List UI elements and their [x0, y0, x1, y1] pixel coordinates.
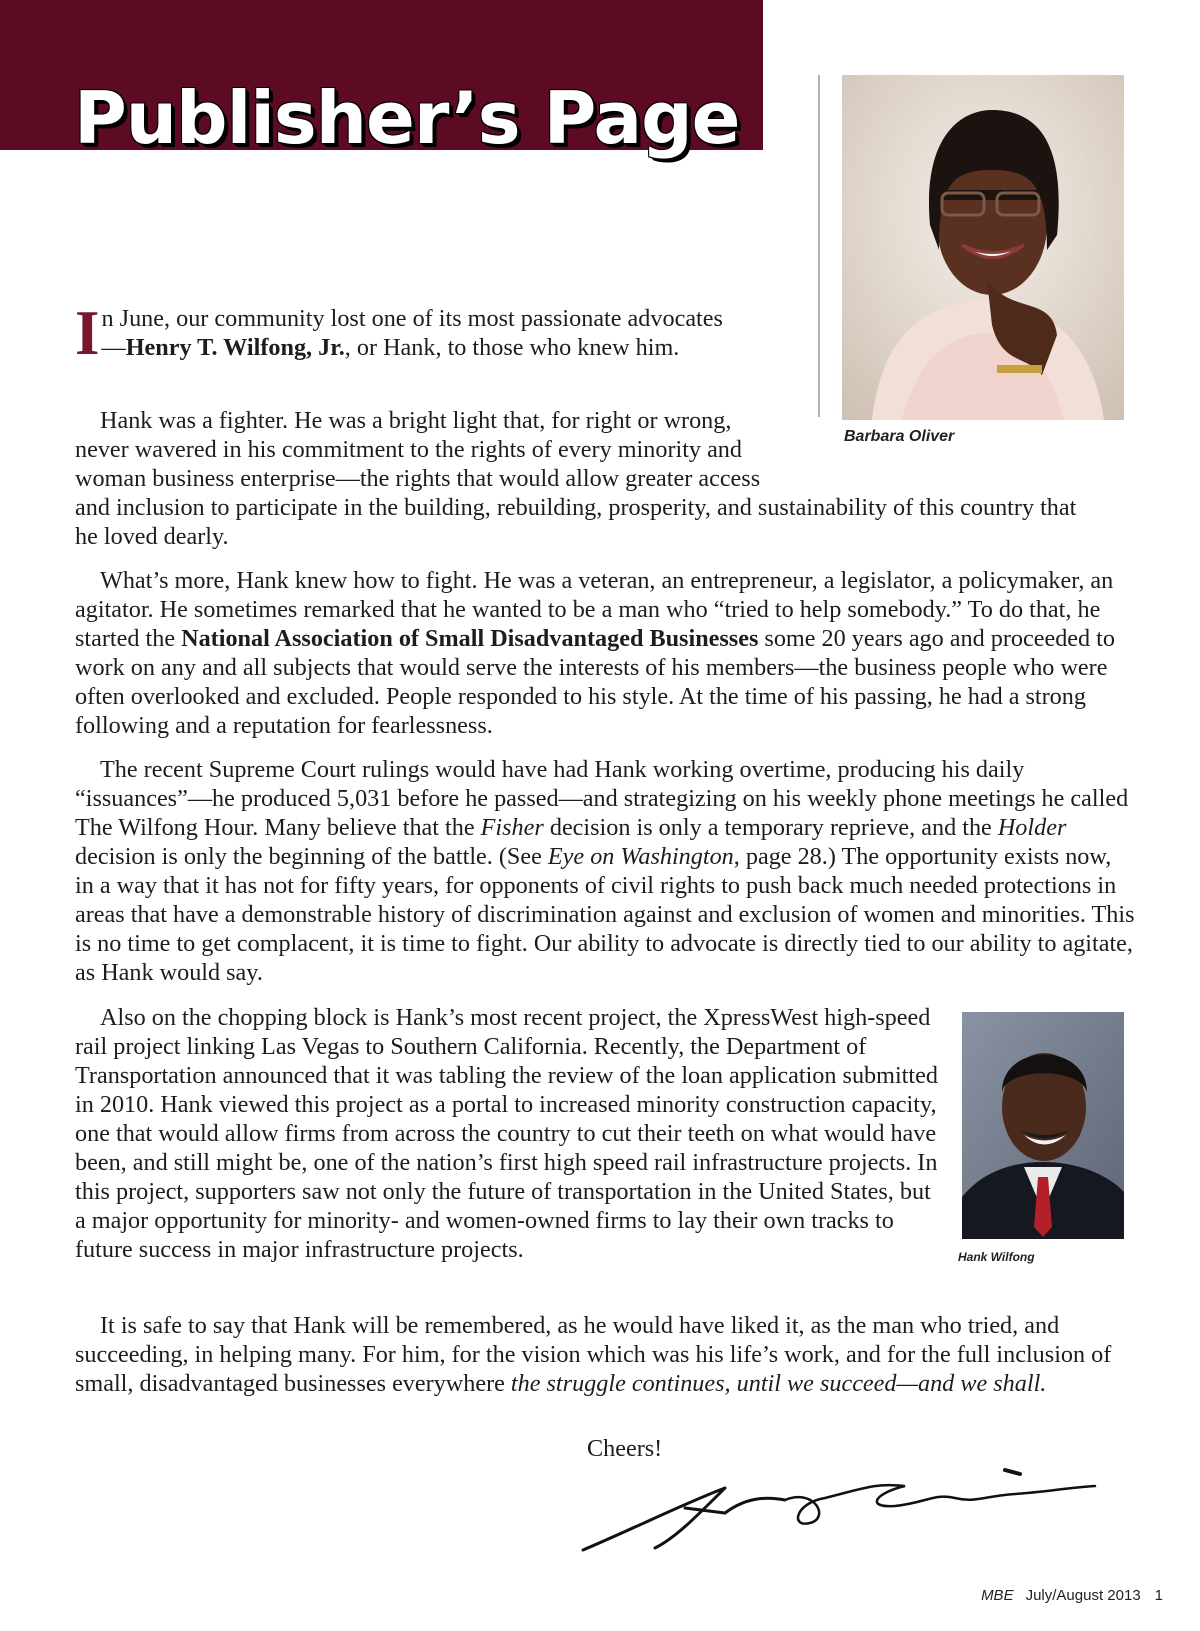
magazine-name: MBE — [981, 1587, 1014, 1604]
italic-case-name: Holder — [997, 814, 1067, 841]
italic-column-name: Eye on Washington — [547, 843, 734, 870]
text-run: decision is only the beginning of the battle. (See — [75, 843, 548, 870]
issue-date: July/August 2013 — [1025, 1587, 1141, 1604]
photo-caption-barbara: Barbara Oliver — [844, 428, 955, 445]
text-run: The recent Supreme Court rulings would have had Hank working overtime, producing his daily “issuances”—he produced 5,031 before he passed—and strategizing on his weekly phone meetings he called The Wilfong Hour. Many believe that the — [75, 756, 1129, 841]
text-run: n June, our community lost one of its most passionate advocates— — [101, 305, 723, 361]
page-footer — [981, 1587, 1163, 1604]
closing-salutation: Cheers! — [587, 1435, 663, 1462]
italic-closing-phrase: the struggle continues, until we succeed—and we shall. — [510, 1370, 1047, 1397]
vertical-divider — [818, 75, 820, 417]
article-paragraph-1 — [75, 298, 725, 368]
text-run: It is safe to say that Hank will be remembered, as he would have liked it, as the man who tried, and succeeding, in helping many. For him, for the vision which was his life’s work, and for the full inclusion of small, disadvantaged businesses everywhere — [75, 1312, 1112, 1397]
photo-barbara-oliver — [842, 75, 1124, 420]
article-paragraph-3 — [75, 566, 1135, 740]
bold-organization: National Association of Small Disadvantaged Businesses — [181, 625, 759, 652]
bold-name: Henry T. Wilfong, Jr. — [125, 334, 345, 361]
article-paragraph-4 — [75, 755, 1135, 987]
photo-hank-wilfong — [962, 1012, 1124, 1239]
italic-case-name: Fisher — [480, 814, 544, 841]
text-run: , or Hank, to those who knew him. — [344, 334, 680, 361]
article-paragraph-6 — [75, 1311, 1135, 1398]
text-run: some 20 years ago and proceeded to work on any and all subjects that would serve the interests of his members—the business people who were often overlooked and excluded. People responded to his style. At the time of his passing, he had a strong following and a reputation for fearlessness. — [75, 625, 1115, 739]
photo-wrap-spacer — [785, 406, 1085, 493]
text-run: What’s more, Hank knew how to fight. He was a veteran, an entrepreneur, a legislator, a policymaker, an agitator. He sometimes remarked that he wanted to be a man who “tried to help somebody.” To do that, he started the — [75, 567, 1114, 652]
drop-cap: I — [75, 298, 100, 368]
portrait-illustration — [842, 75, 1124, 420]
page-title: Publisher’s Page — [74, 76, 740, 160]
article-paragraph-5: Also on the chopping block is Hank’s most recent project, the XpressWest high-speed rail project linking Las Vegas to Southern California. Recently, the Department of Transportation announced that it was tabling the review of the loan application submitted in 2010. Hank viewed this project as a portal to increased minority construction capacity, one that would allow firms from across the country to cut their teeth on what would have been, and still might be, one of the nation’s first high speed rail infrastructure projects. In this project, supporters saw not only the future of transportation in the United States, but a major opportunity for minority- and women-owned firms to lay their own tracks to future success in major infrastructure projects. — [75, 1004, 938, 1263]
text-run: decision is only a temporary reprieve, and the — [543, 814, 998, 841]
photo-caption-hank: Hank Wilfong — [958, 1250, 1035, 1264]
text-run: , page 28.) The opportunity exists now, in a way that it has not for fifty years, for opponents of civil rights to push back much needed protections in areas that have a demonstrable history of discrimination against and exclusion of women and minorities. This is no time to get complacent, it is time to fight. Our ability to advocate is directly tied to our ability to agitate, as Hank would say. — [75, 843, 1135, 986]
portrait-illustration — [962, 1012, 1124, 1239]
signature-image — [575, 1458, 1100, 1558]
article-paragraph-2 — [75, 406, 1085, 551]
text-run: Hank was a fighter. He was a bright light that, for right or wrong, never wavered in his commitment to the rights of every minority and woman business enterprise—the rights that would allow greater access and inclusion to participate in the building, rebuilding, prosperity, and sustainability of this country that he loved dearly. — [75, 407, 1077, 550]
page-number: 1 — [1154, 1587, 1163, 1604]
